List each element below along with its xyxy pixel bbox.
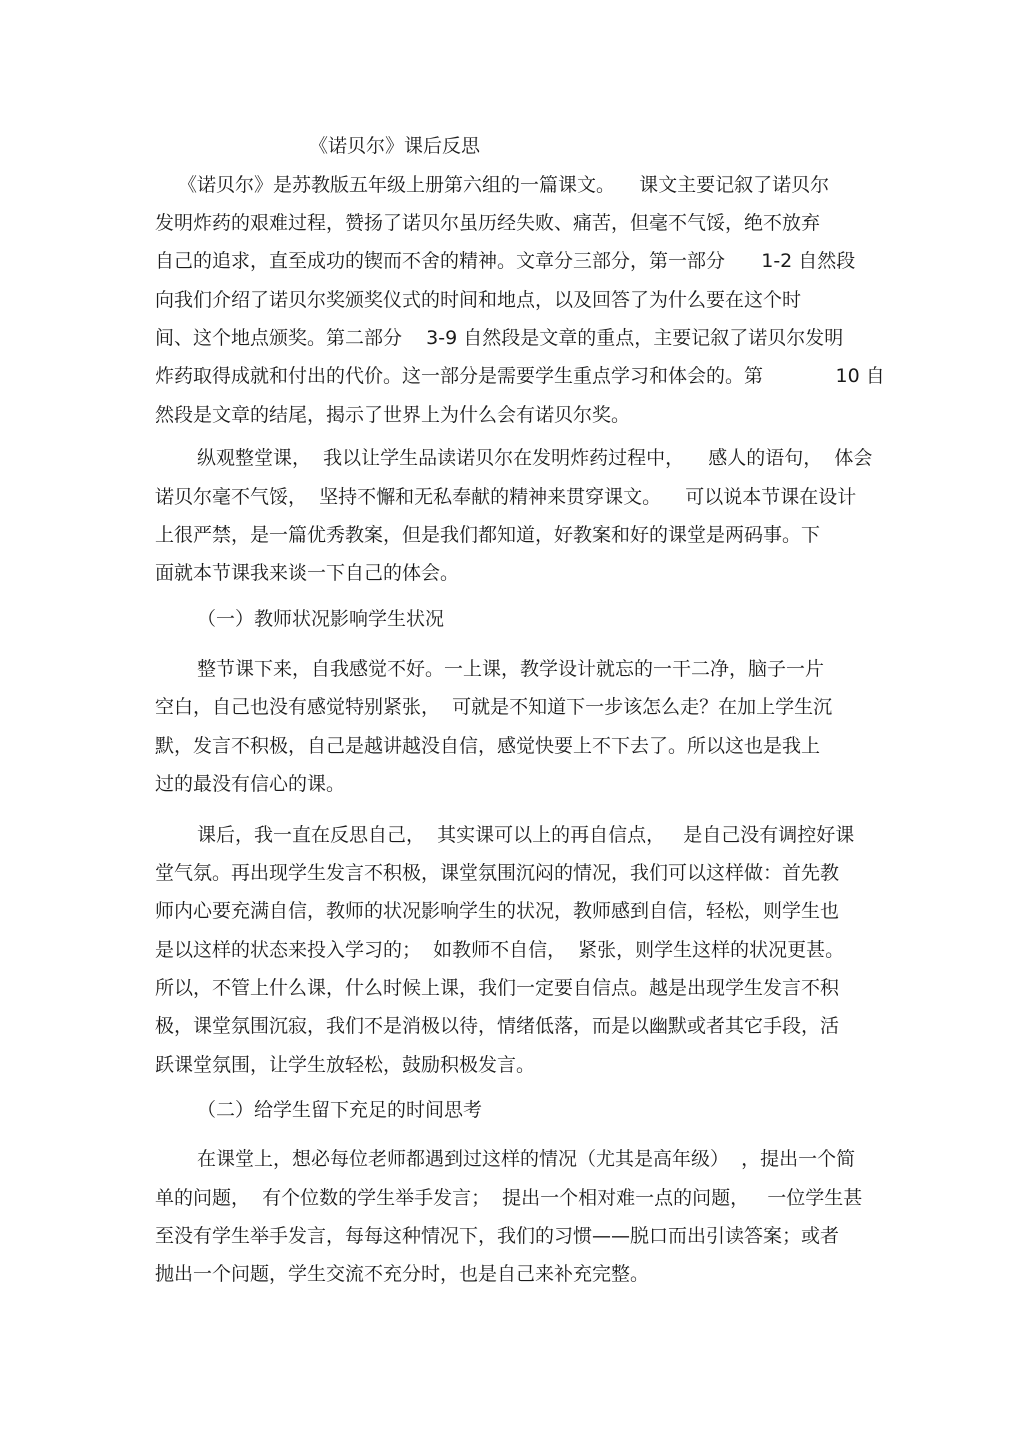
text-line: 发明炸药的艰难过程，赞扬了诺贝尔虽历经失败、痛苦，但毫不气馁，绝不放弃	[155, 212, 821, 234]
section-heading: （二）给学生留下充足的时间思考	[197, 1099, 483, 1121]
text-line: 课后，我一直在反思自己， 其实课可以上的再自信点， 是自己没有调控好课	[197, 824, 855, 846]
text-line: 堂气氛。再出现学生发言不积极，课堂氛围沉闷的情况，我们可以这样做：首先教	[155, 862, 840, 884]
text-line: 《诺贝尔》是苏教版五年级上册第六组的一篇课文。 课文主要记叙了诺贝尔	[178, 174, 830, 196]
text-line: 跃课堂氛围，让学生放轻松，鼓励积极发言。	[155, 1054, 536, 1076]
section-heading: （一）教师状况影响学生状况	[197, 608, 445, 630]
text-line: 间、这个地点颁奖。第二部分 3-9 自然段是文章的重点，主要记叙了诺贝尔发明	[155, 327, 844, 349]
text-line: 炸药取得成就和付出的代价。这一部分是需要学生重点学习和体会的。第 10 自	[155, 365, 885, 387]
text-line: 上很严禁，是一篇优秀教案，但是我们都知道，好教案和好的课堂是两码事。下	[155, 524, 821, 546]
text-line: 至没有学生举手发言，每每这种情况下，我们的习惯——脱口而出引读答案；或者	[155, 1225, 840, 1247]
text-line: 整节课下来，自我感觉不好。一上课，教学设计就忘的一干二净，脑子一片	[197, 658, 825, 680]
text-line: 抛出一个问题，学生交流不充分时，也是自己来补充完整。	[155, 1263, 650, 1285]
text-line: 诺贝尔毫不气馁， 坚持不懈和无私奉献的精神来贯穿课文。 可以说本节课在设计	[155, 486, 857, 508]
text-line: 空白，自己也没有感觉特别紧张， 可就是不知道下一步该怎么走？在加上学生沉	[155, 696, 833, 718]
text-line: 师内心要充满自信，教师的状况影响学生的状况，教师感到自信，轻松，则学生也	[155, 900, 840, 922]
text-line: 是以这样的状态来投入学习的； 如教师不自信， 紧张，则学生这样的状况更甚。	[155, 939, 845, 961]
text-line: 过的最没有信心的课。	[155, 773, 346, 795]
text-line: 自己的追求，直至成功的锲而不舍的精神。文章分三部分，第一部分 1-2 自然段	[155, 250, 856, 272]
text-line: 极，课堂氛围沉寂，我们不是消极以待，情绪低落，而是以幽默或者其它手段，活	[155, 1015, 840, 1037]
text-line: 面就本节课我来谈一下自己的体会。	[155, 562, 460, 584]
text-line: 纵观整堂课， 我以让学生品读诺贝尔在发明炸药过程中， 感人的语句， 体会	[197, 447, 873, 469]
text-line: 单的问题， 有个位数的学生举手发言； 提出一个相对难一点的问题， 一位学生甚	[155, 1187, 863, 1209]
text-line: 然段是文章的结尾，揭示了世界上为什么会有诺贝尔奖。	[155, 404, 631, 426]
text-line: 默，发言不积极，自己是越讲越没自信，感觉快要上不下去了。所以这也是我上	[155, 735, 821, 757]
text-line: 向我们介绍了诺贝尔奖颁奖仪式的时间和地点，以及回答了为什么要在这个时	[155, 289, 802, 311]
text-line: 在课堂上，想必每位老师都遇到过这样的情况（尤其是高年级） ，提出一个简	[197, 1148, 856, 1170]
text-line: 所以，不管上什么课，什么时候上课，我们一定要自信点。越是出现学生发言不积	[155, 977, 840, 999]
document-title: 《诺贝尔》课后反思	[309, 135, 481, 157]
